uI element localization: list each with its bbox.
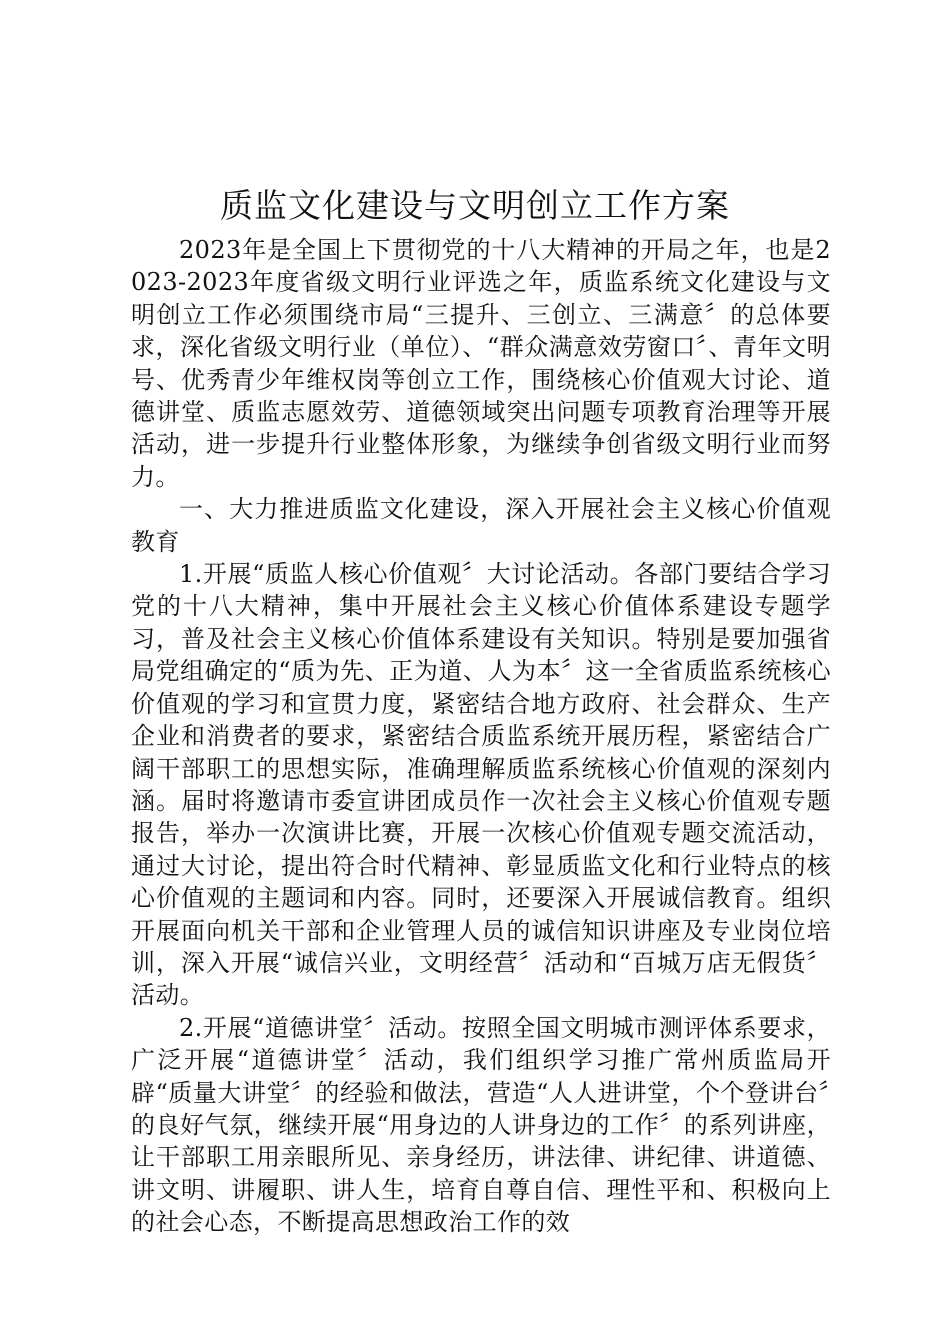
body-paragraph: 2.开展“道德讲堂〞活动。按照全国文明城市测评体系要求，广泛开展“道德讲堂〞活动，我们组织学习推广常州质监局开辟“质量大讲堂〞的经验和做法，营造“人人进讲堂，个个登讲台〞的良好气氛，继续开展“用身边的人讲身边的工作〞的系列讲座，让干部职工用亲眼所见、亲身经历，讲法律、讲纪律、讲道德、讲文明、讲履职、讲人生，培育自尊自信、理性平和、积极向上的社会心态，不断提高思想政治工作的效	[131, 1013, 831, 1237]
document-body	[131, 234, 831, 1239]
body-paragraph: 1.开展“质监人核心价值观〞大讨论活动。各部门要结合学习党的十八大精神，集中开展社会主义核心价值体系建设专题学习，普及社会主义核心价值体系建设有关知识。特别是要加强省局党组确定的“质为先、正为道、人为本〞这一全省质监系统核心价值观的学习和宣贯力度，紧密结合地方政府、社会群众、生产企业和消费者的要求，紧密结合质监系统开展历程，紧密结合广阔干部职工的思想实际，准确理解质监系统核心价值观的深刻内涵。届时将邀请市委宣讲团成员作一次社会主义核心价值观专题报告，举办一次演讲比赛，开展一次核心价值观专题交流活动，通过大讨论，提出符合时代精神、彰显质监文化和行业特点的核心价值观的主题词和内容。同时，还要深入开展诚信教育。组织开展面向机关干部和企业管理人员的诚信知识讲座及专业岗位培训，深入开展“诚信兴业，文明经营〞活动和“百城万店无假货〞活动。	[131, 560, 831, 1010]
intro-paragraph: 2023年是全国上下贯彻党的十八大精神的开局之年，也是2023-2023年度省级文明行业评选之年，质监系统文化建设与文明创立工作必须围绕市局“三提升、三创立、三满意〞的总体要求，深化省级文明行业（单位）、“群众满意效劳窗口〞、青年文明号、优秀青少年维权岗等创立工作，围绕核心价值观大讨论、道德讲堂、质监志愿效劳、道德领域突出问题专项教育治理等开展活动，进一步提升行业整体形象，为继续争创省级文明行业而努力。	[131, 236, 831, 491]
document-title: 质监文化建设与文明创立工作方案	[220, 186, 730, 225]
section-heading: 一、大力推进质监文化建设，深入开展社会主义核心价值观教育	[131, 495, 831, 556]
